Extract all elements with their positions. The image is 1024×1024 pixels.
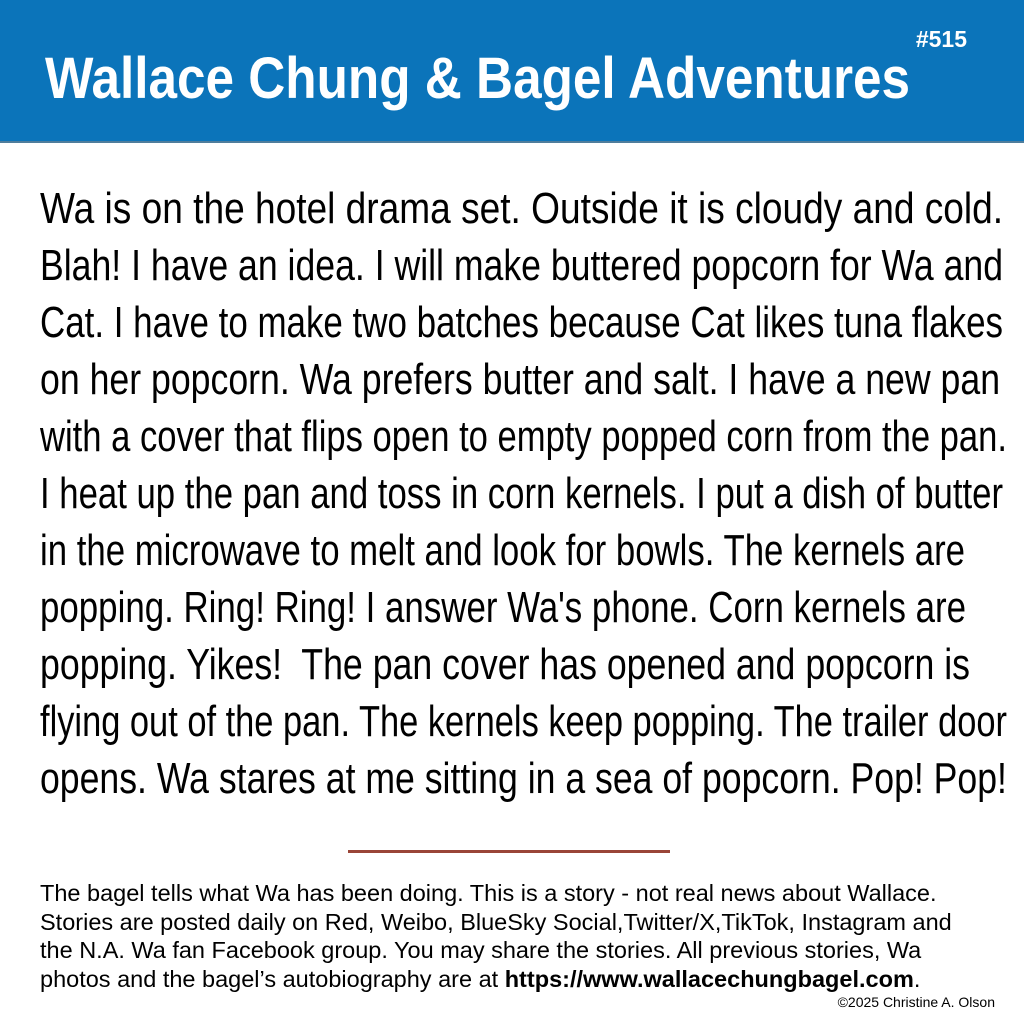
disclaimer-line: Stories are posted daily on Red, Weibo, BlueSky Social,Twitter/X,TikTok, Instagram and [40, 908, 952, 935]
page-title: Wallace Chung & Bagel Adventures [45, 46, 911, 111]
story-text [40, 180, 1024, 807]
story-line: popping. Yikes! The pan cover has opened and popcorn is [40, 640, 971, 689]
story-line: Wa is on the hotel drama set. Outside it is cloudy and cold. [40, 184, 1004, 233]
copyright-notice: ©2025 Christine A. Olson [837, 994, 995, 1010]
issue-number: #515 [915, 26, 967, 52]
story-line: with a cover that flips open to empty popped corn from the pan. [40, 412, 1007, 461]
disclaimer-url-suffix: . [913, 965, 921, 992]
disclaimer-line: The bagel tells what Wa has been doing. This is a story - not real news about Wallace. [40, 880, 937, 906]
divider-line [348, 850, 670, 853]
story-line: on her popcorn. Wa prefers butter and salt. I have a new pan [40, 355, 1001, 404]
story-line: flying out of the pan. The kernels keep popping. The trailer door [40, 697, 1007, 746]
header-banner [0, 0, 1024, 143]
disclaimer-line [40, 965, 920, 994]
story-line: popping. Ring! Ring! I answer Wa's phone. Corn kernels are [40, 583, 967, 632]
footer-disclaimer [40, 879, 1024, 993]
story-line: Cat. I have to make two batches because Cat likes tuna flakes [40, 298, 1003, 347]
story-line: Blah! I have an idea. I will make buttered popcorn for Wa and [40, 241, 1004, 290]
disclaimer-url-prefix: photos and the bagel’s autobiography are at [40, 965, 505, 992]
story-line: in the microwave to melt and look for bowls. The kernels are [40, 526, 966, 575]
story-line: opens. Wa stares at me sitting in a sea of popcorn. Pop! Pop! [40, 754, 1007, 803]
disclaimer-line: the N.A. Wa fan Facebook group. You may share the stories. All previous stories, Wa [40, 937, 922, 963]
story-line: I heat up the pan and toss in corn kernels. I put a dish of butter [40, 469, 1004, 518]
website-url[interactable]: https://www.wallacechungbagel.com [504, 965, 914, 992]
